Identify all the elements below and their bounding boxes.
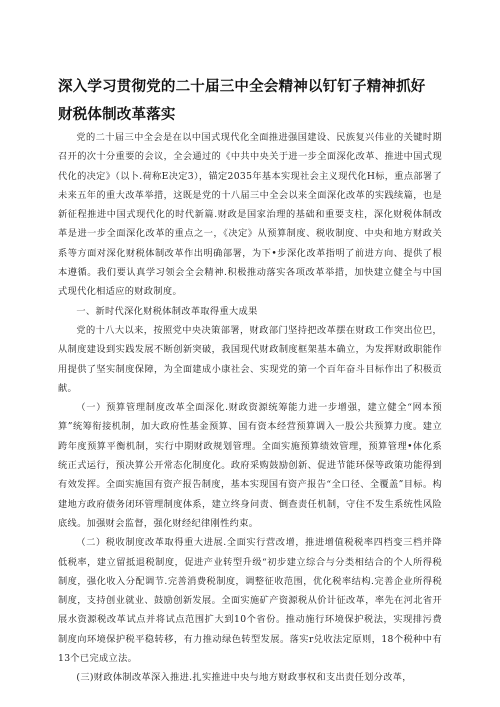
intro-paragraph: 党的二十届三中全会是在以中国式现代化全面推进强国建设、民族复兴伟业的关键时期召开的次十分重要的会议，全会通过的《中共中央关于进一步全面深化改革、推进中国式现代化的决定》（以卜.荷称E决定3），锚定2035年基本实现社会主义现代化H标，重点部署了未来五年的重大改革举措，这既是党的十八届三中全会以来全面深化改革的实践续篇，也是新征程推进中国式现代化的时代新篇.财政是国家治理的基础和重要支柱，深化财税体制改革是进一步全面深化改革的重点之一，《决定》从预算制度、税收制度、中央和地方财政关系等方面对深化财税体制改革作出明确部署，为下•步深化改革指明了前进方向、提供了根本遵循。我们要认真学习领会全会精神.积极推动落实各项改革举措，加快建立健全与中国式现代化相适应的财政制度。	[58, 132, 442, 298]
document-body	[58, 128, 442, 688]
document-title: 深入学习贯彻党的二十届三中全会精神以钉钉子精神抓好财税体制改革落实	[58, 79, 426, 123]
section-paragraph-3: （二）税收制度改革取得重大进展.全面实行营改增，推进增值税税率四档变三档并降低税率，建立留抵退税制度，促进产业转型升级“初步建立综合与分类相结合的个人所得税制度，强化收入分配调节.完善消费税制度，调整征收范围，优化税率结构.完善企业所得税制度，支持创业就业、鼓励创新发展。全面实施矿产资源税从价计征改革，率先在河北省开展水资源税改革试点并将试点范围扩大到10个省份。推动施行环境保护税法，实现排污费制度向环境保护税平稳转移，有力推动绿色转型发展。落实r兑收法定原则，18个税种中有13个已完成立法。	[58, 537, 442, 665]
section-paragraph-1: 党的十八大以来，按照党中央决策部署，财政部门坚持把改革摆在财政工作突出位巴，从制度建设到实践发展不断创新突破，我国现代财政制度框架基本确立，为发挥财政职能作用提供了坚实制度保障，为全面建成小康社会、实现党的第一个百年奋斗目标作出了积极贡献。	[58, 324, 442, 394]
section-paragraph-2: （一）预算管理制度改革全面深化.财政资源统筹能力进一步增强，建立健全“网本预算”统筹衔接机制，加大政府性基金预算、国有资本经营预算调入一股公共预算力度。建立跨年度预算平衡机制，实行中期财政规划管理。全面实施预算绩效管理，预算管理•体化系统正式运行，预决算公开常态化制度化。政府采购鼓励创新、促进节能环保等政策功能得到有效发挥。全面实施国有资产报告制度，基本实现国有资产报告“全口径、全覆盖”目标。构建地方政府债务闭环管理制度体系，建立终身问责、倒查责任机制，守住不发生系统性风险底线。加强财会监督，强化财经纪律刚性约束。	[58, 402, 442, 529]
section-paragraph-4: (三)财政体制改革深入推进.扎实推进中央与地方财政事权和支出责任划分改革，	[76, 672, 412, 684]
section-heading: 一、新时代深化财税体制改革取得重大成果	[76, 305, 258, 317]
